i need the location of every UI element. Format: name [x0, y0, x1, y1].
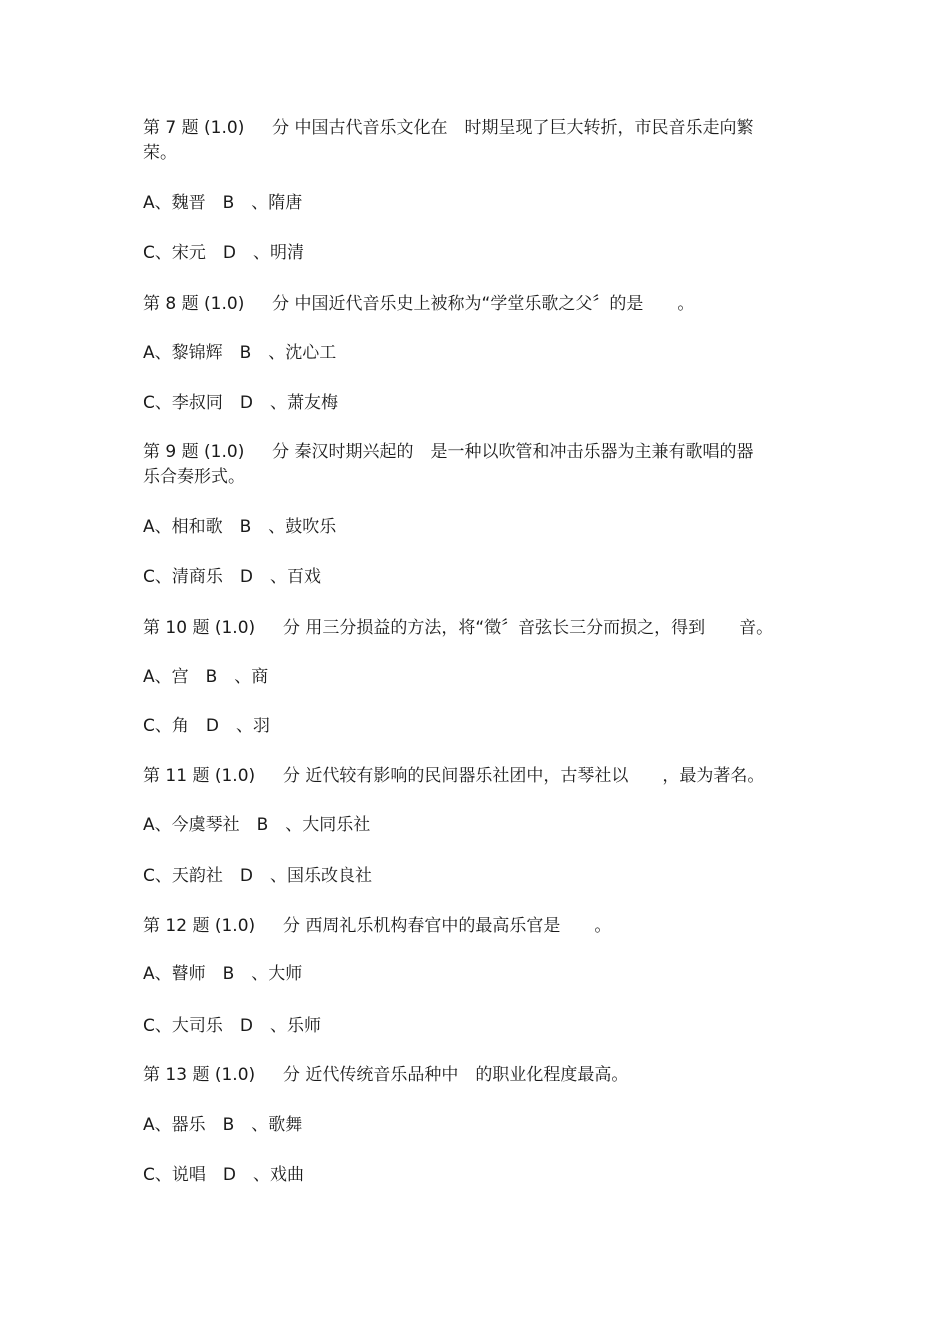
question-7-stem-line-1: 第 7 题 (1.0) 分 中国古代音乐文化在 时期呈现了巨大转折，市民音乐走向繁: [143, 118, 754, 138]
question-9-stem-line-2: 乐合奏形式。: [143, 467, 245, 487]
question-8-stem: 第 8 题 (1.0) 分 中国近代音乐史上被称为“学堂乐歌之父〞的是 。: [143, 294, 695, 314]
question-8-options-ab: A、黎锦辉 B 、沈心工: [143, 343, 337, 363]
question-12-stem: 第 12 题 (1.0) 分 西周礼乐机构春官中的最高乐官是 。: [143, 916, 612, 936]
question-9-options-ab: A、相和歌 B 、鼓吹乐: [143, 517, 337, 537]
question-9-stem-line-1: 第 9 题 (1.0) 分 秦汉时期兴起的 是一种以吹管和冲击乐器为主兼有歌唱的器: [143, 442, 754, 462]
question-8-options-cd: C、李叔同 D 、萧友梅: [143, 393, 338, 413]
question-10-options-ab: A、宫 B 、商: [143, 667, 269, 687]
question-12-options-cd: C、大司乐 D 、乐师: [143, 1016, 321, 1036]
question-12-options-ab: A、瞽师 B 、大师: [143, 964, 303, 984]
question-10-stem: 第 10 题 (1.0) 分 用三分损益的方法，将“徵〞音弦长三分而损之，得到 音。: [143, 618, 774, 638]
question-13-options-cd: C、说唱 D 、戏曲: [143, 1165, 304, 1185]
question-7-stem-line-2: 荣。: [143, 143, 177, 163]
question-13-options-ab: A、器乐 B 、歌舞: [143, 1115, 303, 1135]
question-13-stem: 第 13 题 (1.0) 分 近代传统音乐品种中 的职业化程度最高。: [143, 1065, 629, 1085]
question-9-options-cd: C、清商乐 D 、百戏: [143, 567, 321, 587]
question-11-options-cd: C、天韵社 D 、国乐改良社: [143, 866, 372, 886]
question-11-options-ab: A、今虞琴社 B 、大同乐社: [143, 815, 371, 835]
question-7-options-ab: A、魏晋 B 、隋唐: [143, 193, 303, 213]
question-10-options-cd: C、角 D 、羽: [143, 716, 270, 736]
question-11-stem: 第 11 题 (1.0) 分 近代较有影响的民间器乐社团中，古琴社以 ，最为著名。: [143, 766, 765, 786]
question-7-options-cd: C、宋元 D 、明清: [143, 243, 304, 263]
